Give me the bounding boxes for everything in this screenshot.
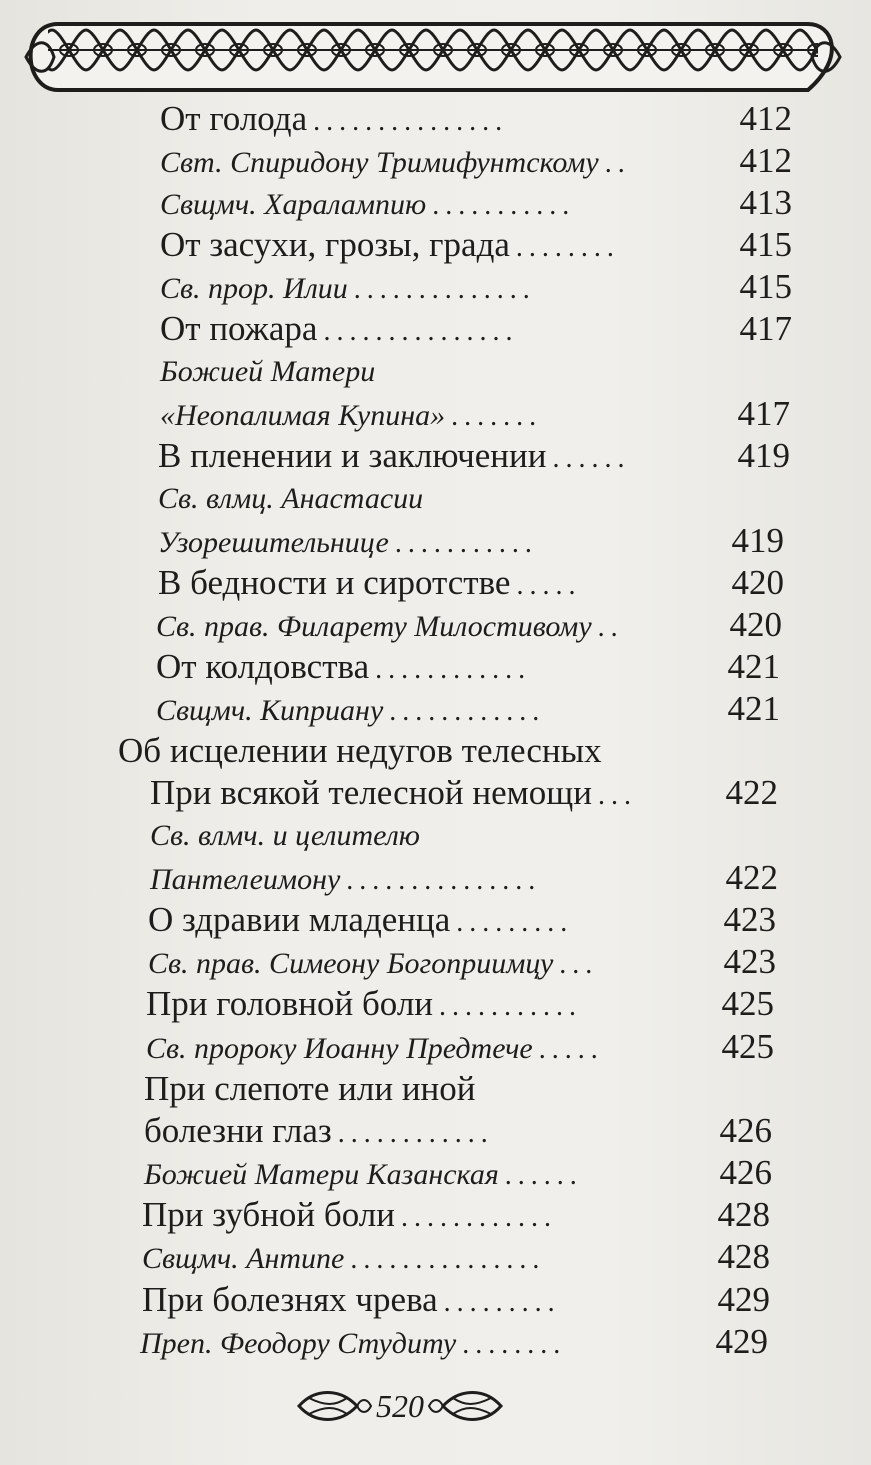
toc-entry-title: Св. прав. Филарету Милостивому [156, 610, 592, 643]
toc-entry-title: Свщмч. Киприану [156, 694, 384, 727]
toc-entry [160, 266, 792, 311]
toc-entry-title-line: Божией Матери [160, 355, 376, 388]
toc-entry [160, 140, 792, 185]
toc-entry-title: Преп. Феодору Студиту [140, 1327, 457, 1360]
toc-entry-title: В пленении и заключении [158, 436, 547, 475]
toc-entry-title: От пожара [160, 309, 318, 348]
toc-entry-title-line: Св. влмч. и целителю [150, 819, 420, 852]
toc-entry-title: Узорешительнице [158, 526, 389, 559]
toc-page-number: 426 [719, 1153, 772, 1192]
toc-entry-title: О здравии младенца [148, 900, 451, 939]
toc-page-number: 421 [727, 647, 780, 686]
toc-entry-title-line: Св. влмц. Анастасии [158, 482, 424, 515]
toc-entry-title: болезни глаз [144, 1111, 332, 1150]
toc-entry-title: При головной боли [146, 984, 434, 1023]
dot-leader: ......... [443, 1287, 561, 1318]
dot-leader: ....... [451, 401, 543, 432]
toc-page-number: 429 [717, 1280, 770, 1319]
toc-page-number: 417 [737, 394, 790, 433]
dot-leader: ..... [538, 1034, 604, 1065]
toc-entry-title: Св. прор. Илии [160, 272, 348, 305]
toc-entry [156, 604, 782, 649]
toc-entry [142, 1279, 770, 1324]
dot-leader: .. [604, 148, 631, 179]
dot-leader: .. [597, 612, 624, 643]
dot-leader: ............... [350, 1244, 546, 1275]
dot-leader: ........... [394, 528, 538, 559]
toc-page-number: 423 [723, 942, 776, 981]
toc-entry-title-line: Об исцелении недугов телесных [118, 731, 602, 770]
toc-entry-title: Божией Матери Казанская [144, 1158, 499, 1191]
toc-entry-title-line: При слепоте или иной [144, 1069, 476, 1108]
dot-leader: ......... [456, 907, 574, 938]
dot-leader: ............ [389, 696, 546, 727]
toc-entry [148, 941, 776, 986]
toc-page-number: 428 [717, 1237, 770, 1276]
toc-entry-title: Свщмч. Харалампию [160, 188, 427, 221]
toc-page-number: 425 [721, 1027, 774, 1066]
toc-page-number: 412 [739, 99, 792, 138]
toc-entry [160, 182, 792, 227]
toc-page-number: 423 [723, 900, 776, 939]
toc-entry-title: В бедности и сиротстве [158, 563, 511, 602]
dot-leader: ............ [337, 1118, 494, 1149]
toc-entry-title: Свт. Спиридону Тримифунтскому [160, 146, 599, 179]
dot-leader: ...... [552, 443, 631, 474]
toc-entry-title: При зубной боли [142, 1195, 395, 1234]
toc-entry [156, 646, 780, 691]
dot-leader: ............ [400, 1202, 557, 1233]
toc-page-number: 413 [739, 183, 792, 222]
toc-page-number: 419 [731, 521, 784, 560]
page-footer [295, 1378, 505, 1434]
dot-leader: ............ [375, 654, 532, 685]
toc-entry [144, 1110, 772, 1155]
toc-page-number: 428 [717, 1195, 770, 1234]
toc-page-number: 422 [725, 773, 778, 812]
dot-leader: ...... [504, 1160, 583, 1191]
toc-entry [160, 393, 790, 438]
toc-entry [142, 1194, 770, 1239]
toc-entry [150, 857, 778, 902]
toc-entry [144, 1152, 772, 1197]
toc-entry [160, 98, 792, 143]
celtic-knot-border-icon [18, 20, 848, 94]
toc-entry-title: Св. прав. Симеону Богоприимцу [148, 947, 554, 980]
toc-entry-title: Пантелеимону [150, 863, 341, 896]
dot-leader: ............... [323, 316, 519, 347]
toc-entry-title: «Неопалимая Купина» [160, 399, 446, 432]
toc-entry-title: От голода [160, 99, 308, 138]
toc-page-number: 425 [721, 984, 774, 1023]
toc-page-number: 429 [715, 1322, 768, 1361]
toc-page-number: 422 [725, 858, 778, 897]
toc-entry [150, 772, 778, 817]
toc-page-number: 426 [719, 1111, 772, 1150]
toc-entry [146, 1026, 774, 1071]
toc-page-number: 415 [739, 225, 792, 264]
toc-entry [148, 899, 776, 944]
toc-page-number: 419 [737, 436, 790, 475]
dot-leader: ............... [313, 106, 509, 137]
page-number: 520 [376, 1387, 424, 1424]
dot-leader: .............. [353, 274, 536, 305]
toc-entry [142, 1236, 770, 1281]
toc-page-number: 417 [739, 309, 792, 348]
toc-entry-title: Св. пророку Иоанну Предтече [146, 1032, 533, 1065]
toc-entry [158, 520, 784, 565]
toc-entry-title: При болезнях чрева [142, 1280, 438, 1319]
toc-entry [146, 983, 774, 1028]
toc-entry [158, 562, 784, 607]
dot-leader: ..... [516, 570, 582, 601]
toc-entry [156, 688, 780, 733]
toc-page-number: 420 [729, 605, 782, 644]
dot-leader: ............... [346, 865, 542, 896]
toc-entry [160, 224, 792, 269]
toc-entry [140, 1321, 768, 1366]
toc-entry [160, 308, 792, 353]
toc-page-number: 412 [739, 141, 792, 180]
toc-page-number: 415 [739, 267, 792, 306]
toc-entry [158, 435, 790, 480]
dot-leader: ........... [432, 190, 576, 221]
toc-entry-title: Свщмч. Антипе [142, 1242, 345, 1275]
dot-leader: ... [559, 949, 599, 980]
dot-leader: ... [597, 780, 637, 811]
dot-leader: ........... [439, 991, 583, 1022]
toc-entry-title: От засухи, грозы, града [160, 225, 510, 264]
dot-leader: ........ [462, 1329, 567, 1360]
dot-leader: ........ [515, 232, 620, 263]
toc-entry-title: При всякой телесной немощи [150, 773, 592, 812]
toc-entry-title: От колдовства [156, 647, 370, 686]
toc-page-number: 420 [731, 563, 784, 602]
toc-page-number: 421 [727, 689, 780, 728]
